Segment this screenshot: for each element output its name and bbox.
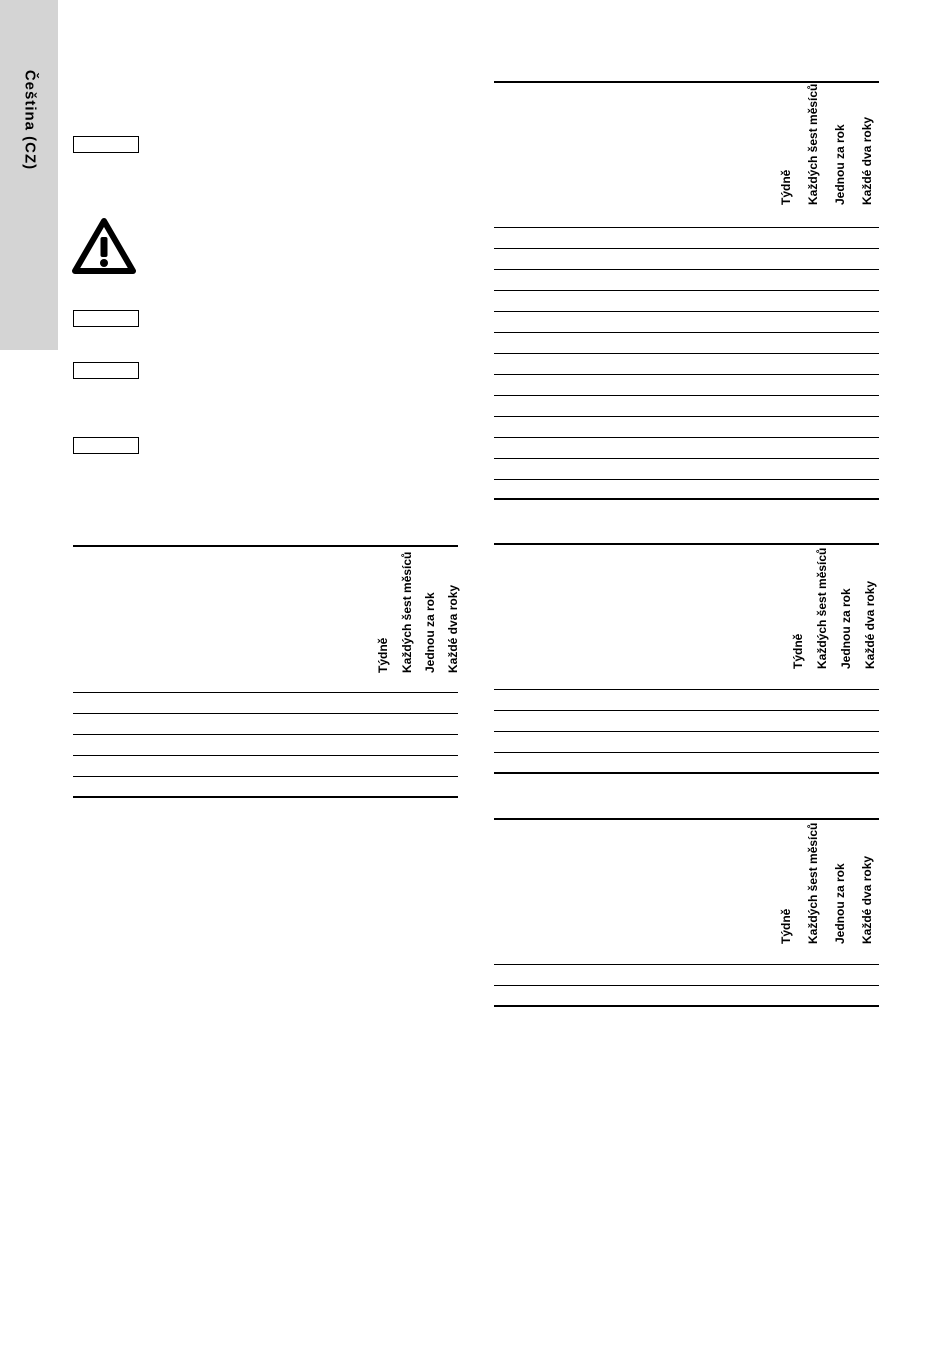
table-row [494, 332, 879, 333]
table-row [494, 964, 879, 965]
maintenance-table-right-bottom: Týdně Každých šest měsíců Jednou za rok Každé dva roky [494, 818, 879, 1008]
table-row [494, 311, 879, 312]
table-row [73, 755, 458, 756]
table-row [494, 353, 879, 354]
table-row [494, 710, 879, 711]
note-box [73, 310, 139, 327]
table-row [494, 269, 879, 270]
table-row [494, 731, 879, 732]
note-box [73, 362, 139, 379]
language-side-tab [0, 0, 58, 350]
table-row [494, 437, 879, 438]
note-box [73, 136, 139, 153]
note-box [73, 437, 139, 454]
table-row [494, 248, 879, 249]
table-bottom-rule [494, 1005, 879, 1007]
table-bottom-rule [494, 772, 879, 774]
warning-triangle-icon [72, 217, 136, 275]
table-top-rule [494, 818, 879, 820]
table-top-rule [494, 543, 879, 545]
table-row [73, 734, 458, 735]
maintenance-table-right-middle: Týdně Každých šest měsíců Jednou za rok Každé dva roky [494, 543, 879, 775]
table-row [494, 290, 879, 291]
table-row [73, 776, 458, 777]
maintenance-table-right-top: Týdně Každých šest měsíců Jednou za rok Každé dva roky [494, 81, 879, 501]
table-row [73, 713, 458, 714]
table-row [494, 458, 879, 459]
table-row [494, 479, 879, 480]
table-row [494, 374, 879, 375]
maintenance-table-left: Týdně Každých šest měsíců Jednou za rok Každé dva roky [73, 545, 458, 798]
table-top-rule [73, 545, 458, 547]
table-bottom-rule [73, 796, 458, 798]
table-top-rule [494, 81, 879, 83]
table-row [494, 985, 879, 986]
table-row [73, 692, 458, 693]
table-row [494, 752, 879, 753]
table-row [494, 395, 879, 396]
language-label: Čeština (CZ) [21, 69, 39, 171]
table-row [494, 689, 879, 690]
table-row [494, 227, 879, 228]
table-bottom-rule [494, 498, 879, 500]
table-row [494, 416, 879, 417]
